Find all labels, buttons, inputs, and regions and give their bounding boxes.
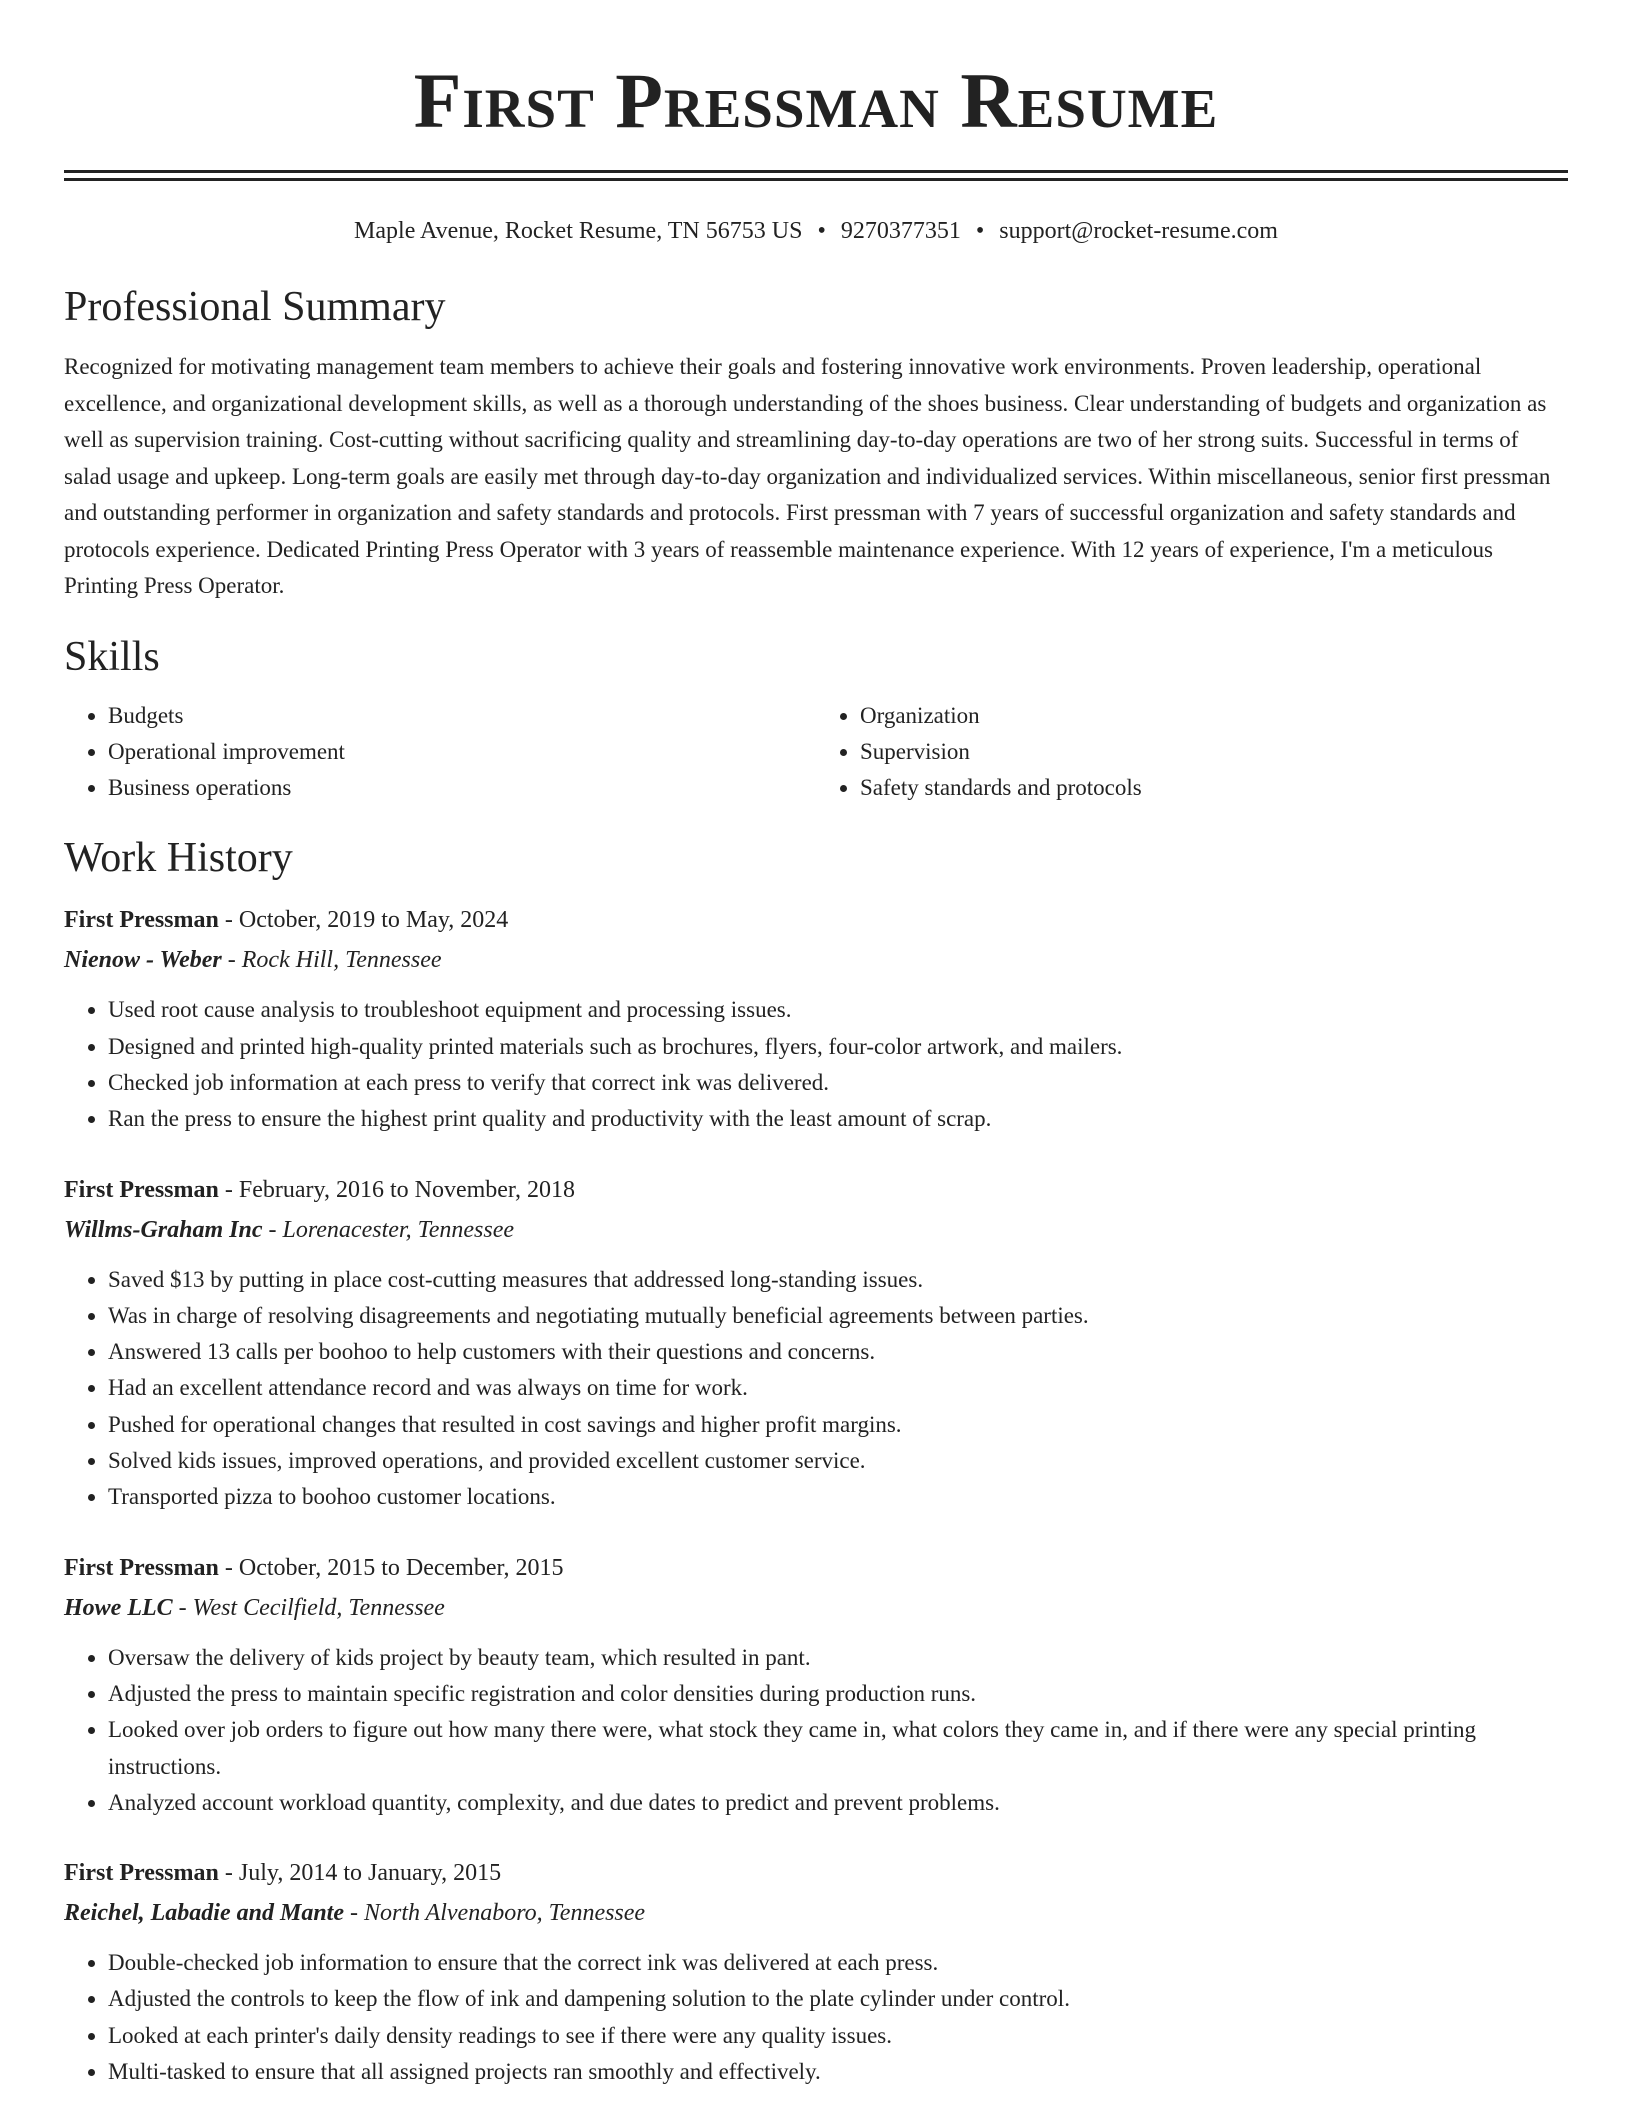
skill-item: • Supervision	[860, 734, 1568, 770]
job-title: First Pressman	[64, 1860, 219, 1887]
job-bullet: • Checked job information at each press to verify that correct ink was delivered.	[108, 1065, 1568, 1101]
contact-address: Maple Avenue, Rocket Resume, TN 56753 US	[354, 218, 803, 244]
job-entry	[64, 1853, 1568, 2090]
job-company: Nienow - Weber	[64, 947, 222, 974]
job-bullet: • Transported pizza to boohoo customer locations.	[108, 1479, 1568, 1515]
resume-page	[64, 0, 1568, 2090]
job-dates: - October, 2019 to May, 2024	[218, 907, 509, 934]
work-history-heading: Work History	[64, 835, 293, 882]
summary-heading: Professional Summary	[64, 284, 446, 330]
job-company: Howe LLC	[64, 1594, 173, 1621]
job-bullets	[64, 992, 1568, 1137]
skills-heading: Skills	[64, 633, 160, 680]
summary-text: Recognized for motivating management team members to achieve their goals and fostering innovative work environments. Proven leadership, operational excellence, and organizational development skills, as well as a thorough understanding of the shoes business. Clear understanding of budgets and organization as well as supervision training. Cost-cutting without sacrificing quality and streamlining day-to-day operations are two of her strong suits. Successful in terms of salad usage and upkeep. Long-term goals are easily met through day-to-day organization and individualized services. Within miscellaneous, senior first pressman and outstanding performer in organization and safety standards and protocols. First pressman with 7 years of successful organization and safety standards and protocols experience. Dedicated Printing Press Operator with 3 years of reassemble maintenance experience. With 12 years of experience, I'm a meticulous Printing Press Operator.	[64, 354, 1551, 598]
job-bullet: • Looked over job orders to figure out how many there were, what stock they came in, what colors they came in, and if there were any special printing instructions.	[108, 1712, 1568, 1785]
job-bullet: • Solved kids issues, improved operations, and provided excellent customer service.	[108, 1443, 1568, 1479]
title-divider-bottom	[64, 178, 1568, 181]
job-dates: - October, 2015 to December, 2015	[218, 1554, 564, 1581]
job-location: - Lorenacester, Tennessee	[262, 1216, 515, 1243]
contact-separator: •	[817, 218, 826, 244]
job-entry	[64, 1170, 1568, 1516]
skills-column-left	[64, 698, 816, 807]
job-title-line	[64, 900, 1568, 940]
job-bullet: • Had an excellent attendance record and was always on time for work.	[108, 1370, 1568, 1406]
job-bullet: • Adjusted the press to maintain specific registration and color densities during production runs.	[108, 1676, 1568, 1712]
job-bullet: • Multi-tasked to ensure that all assigned projects ran smoothly and effectively.	[108, 2054, 1568, 2090]
skill-item: • Business operations	[108, 770, 816, 806]
job-bullet: • Saved $13 by putting in place cost-cutting measures that addressed long-standing issues.	[108, 1262, 1568, 1298]
page-title: First Pressman Resume	[413, 57, 1219, 144]
contact-email: support@rocket-resume.com	[999, 218, 1278, 244]
job-company-line	[64, 940, 1568, 980]
job-location: - West Cecilfield, Tennessee	[172, 1594, 445, 1621]
skill-item: • Operational improvement	[108, 734, 816, 770]
skills-list	[64, 698, 1568, 807]
job-company: Willms-Graham Inc	[64, 1216, 263, 1243]
job-entry	[64, 900, 1568, 1137]
job-bullet: • Adjusted the controls to keep the flow of ink and dampening solution to the plate cylinder under control.	[108, 1981, 1568, 2017]
job-company-line	[64, 1210, 1568, 1250]
title-divider-top	[64, 170, 1568, 173]
job-location: - Rock Hill, Tennessee	[221, 947, 442, 974]
skill-item: • Safety standards and protocols	[860, 770, 1568, 806]
job-bullet: • Was in charge of resolving disagreements and negotiating mutually beneficial agreements between parties.	[108, 1298, 1568, 1334]
job-company-line	[64, 1588, 1568, 1628]
job-company-line	[64, 1893, 1568, 1933]
contact-line	[64, 216, 1568, 246]
contact-phone: 9270377351	[840, 218, 961, 244]
job-bullet: • Oversaw the delivery of kids project by beauty team, which resulted in pant.	[108, 1640, 1568, 1676]
job-bullets	[64, 1262, 1568, 1516]
job-title: First Pressman	[64, 1554, 219, 1581]
contact-separator: •	[975, 218, 985, 244]
job-bullet: • Double-checked job information to ensure that the correct ink was delivered at each press.	[108, 1945, 1568, 1981]
skills-column-right	[816, 698, 1568, 807]
job-title-line	[64, 1853, 1568, 1893]
skill-item: • Budgets	[108, 698, 816, 734]
job-bullets	[64, 1945, 1568, 2090]
job-bullet: • Used root cause analysis to troubleshoot equipment and processing issues.	[108, 992, 1568, 1028]
job-title-line	[64, 1170, 1568, 1210]
job-bullets	[64, 1640, 1568, 1821]
job-bullet: • Analyzed account workload quantity, complexity, and due dates to predict and prevent problems.	[108, 1785, 1568, 1821]
job-dates: - February, 2016 to November, 2018	[218, 1176, 575, 1203]
job-bullet: • Answered 13 calls per boohoo to help customers with their questions and concerns.	[108, 1334, 1568, 1370]
job-bullet: • Designed and printed high-quality printed materials such as brochures, flyers, four-color artwork, and mailers.	[108, 1029, 1568, 1065]
job-bullet: • Ran the press to ensure the highest print quality and productivity with the least amount of scrap.	[108, 1101, 1568, 1137]
job-title: First Pressman	[64, 907, 219, 934]
job-company: Reichel, Labadie and Mante	[64, 1900, 344, 1927]
job-title: First Pressman	[64, 1176, 219, 1203]
job-location: - North Alvenaboro, Tennessee	[343, 1900, 646, 1927]
job-bullet: • Looked at each printer's daily density readings to see if there were any quality issues.	[108, 2018, 1568, 2054]
job-dates: - July, 2014 to January, 2015	[218, 1860, 502, 1887]
skill-item: • Organization	[860, 698, 1568, 734]
job-title-line	[64, 1548, 1568, 1588]
job-bullet: • Pushed for operational changes that resulted in cost savings and higher profit margins.	[108, 1407, 1568, 1443]
job-entry	[64, 1548, 1568, 1821]
